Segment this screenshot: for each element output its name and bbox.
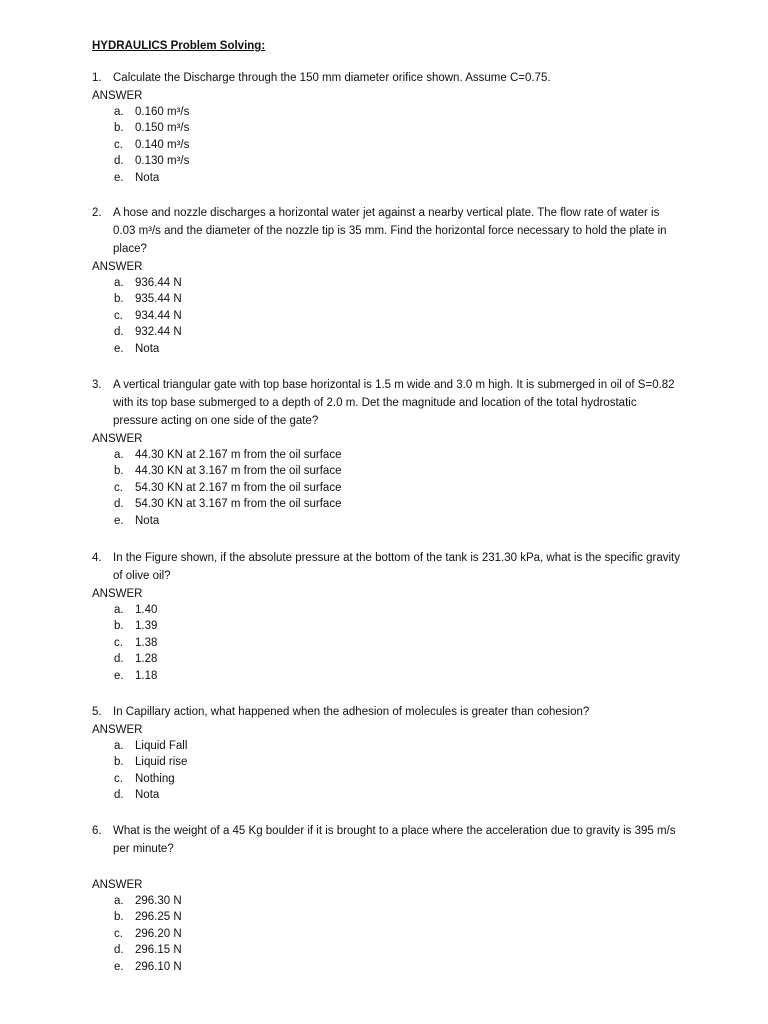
answer-options [92,275,682,357]
option-e [92,668,682,684]
question-text: In the Figure shown, if the absolute pressure at the bottom of the tank is 231.30 kPa, what is the specific gravity of olive oil? [113,552,681,582]
option-b [92,291,682,307]
answer-label: ANSWER [92,724,143,736]
question-text: In Capillary action, what happened when the adhesion of molecules is greater than cohesion? [113,706,590,718]
option-b [92,754,682,770]
question-number: 5. [92,706,102,718]
option-text: Liquid rise [135,756,188,769]
option-letter: c. [114,481,123,494]
option-d [92,324,682,340]
option-letter: a. [114,449,124,461]
option-text: Nota [135,171,160,184]
option-letter: c. [114,772,123,785]
option-letter: b. [114,911,124,924]
answer-options [92,893,682,975]
option-letter: e. [114,171,124,184]
option-e [92,341,682,357]
option-d [92,153,682,169]
option-text: Liquid Fall [135,740,188,752]
option-d [92,942,682,958]
option-a [92,893,682,909]
option-c [92,308,682,324]
question-number: 1. [92,72,102,84]
option-text: 0.160 m³/s [135,106,190,118]
option-letter: b. [114,620,124,633]
option-letter: d. [114,155,124,168]
option-e [92,959,682,975]
option-d [92,651,682,667]
option-a [92,275,682,291]
option-b [92,909,682,925]
page-title: HYDRAULICS Problem Solving: [92,40,266,52]
option-text: 44.30 KN at 3.167 m from the oil surface [135,465,342,478]
option-letter: e. [114,342,124,355]
option-text: 296.15 N [135,944,182,957]
question-text: A vertical triangular gate with top base horizontal is 1.5 m wide and 3.0 m high. It is submerged in oil of S=0.82 with its top base submerged to a depth of 2.0 m. Det the magnitude and location of the total hydrostatic pressure acting on one side of the gate? [113,379,675,427]
question-line [92,703,682,721]
question-line [92,204,682,258]
option-letter: c. [114,138,123,151]
option-letter: d. [114,653,124,666]
option-text: 1.39 [135,620,158,633]
answer-label: ANSWER [92,433,143,445]
question-text: Calculate the Discharge through the 150 mm diameter orifice shown. Assume C=0.75. [113,72,551,84]
question-6 [92,822,682,975]
option-text: 0.130 m³/s [135,155,190,168]
option-letter: b. [114,756,124,769]
option-letter: d. [114,498,124,511]
answer-label: ANSWER [92,588,143,600]
option-text: 44.30 KN at 2.167 m from the oil surface [135,449,342,461]
question-line [92,376,682,430]
option-e [92,170,682,186]
blank-line [92,858,682,876]
question-1 [92,69,682,186]
option-b [92,120,682,136]
option-letter: e. [114,514,124,527]
option-letter: b. [114,293,124,306]
option-text: 934.44 N [135,309,182,322]
option-text: 296.20 N [135,927,182,940]
question-text: A hose and nozzle discharges a horizontal water jet against a nearby vertical plate. The flow rate of water is 0.03 m³/s and the diameter of the nozzle tip is 35 mm. Find the horizontal force necessary to hold the plate in place? [113,207,667,255]
option-letter: e. [114,960,124,973]
option-text: Nothing [135,772,175,785]
question-number: 2. [92,207,102,219]
option-c [92,480,682,496]
option-text: 936.44 N [135,277,182,289]
question-5 [92,703,682,804]
answer-options [92,104,682,186]
question-number: 4. [92,552,102,564]
answer-label: ANSWER [92,879,143,891]
option-text: 0.150 m³/s [135,122,190,135]
answer-label: ANSWER [92,261,143,273]
option-letter: b. [114,465,124,478]
answer-options [92,602,682,684]
option-letter: e. [114,669,124,682]
option-a [92,602,682,618]
question-line [92,822,682,858]
option-letter: d. [114,326,124,339]
option-b [92,463,682,479]
option-letter: c. [114,636,123,649]
option-text: 0.140 m³/s [135,138,190,151]
option-text: 1.18 [135,669,158,682]
option-e [92,513,682,529]
option-text: 296.25 N [135,911,182,924]
option-c [92,771,682,787]
question-2 [92,204,682,357]
question-3 [92,376,682,529]
question-line [92,69,682,87]
option-text: Nota [135,789,160,802]
question-number: 3. [92,379,102,391]
answer-options [92,738,682,804]
option-text: 1.28 [135,653,158,666]
option-c [92,926,682,942]
option-text: 296.30 N [135,895,182,907]
option-letter: b. [114,122,124,135]
answer-label: ANSWER [92,90,143,102]
question-text: What is the weight of a 45 Kg boulder if it is brought to a place where the acceleration due to gravity is 395 m/s per minute? [113,825,676,855]
option-text: 1.40 [135,604,158,616]
option-letter: a. [114,106,124,118]
option-letter: d. [114,789,124,802]
question-number: 6. [92,825,102,837]
option-a [92,738,682,754]
option-letter: a. [114,895,124,907]
question-4 [92,549,682,684]
option-text: 54.30 KN at 3.167 m from the oil surface [135,498,342,511]
option-a [92,104,682,120]
option-text: Nota [135,514,160,527]
option-b [92,618,682,634]
option-a [92,447,682,463]
option-letter: a. [114,277,124,289]
option-letter: d. [114,944,124,957]
option-c [92,137,682,153]
option-letter: a. [114,740,124,752]
option-letter: c. [114,309,123,322]
option-text: 935.44 N [135,293,182,306]
option-d [92,496,682,512]
question-line [92,549,682,585]
option-text: 932.44 N [135,326,182,339]
option-d [92,787,682,803]
option-text: 54.30 KN at 2.167 m from the oil surface [135,481,342,494]
option-text: 296.10 N [135,960,182,973]
option-text: 1.38 [135,636,158,649]
option-text: Nota [135,342,160,355]
option-letter: a. [114,604,124,616]
answer-options [92,447,682,529]
option-letter: c. [114,927,123,940]
option-c [92,635,682,651]
